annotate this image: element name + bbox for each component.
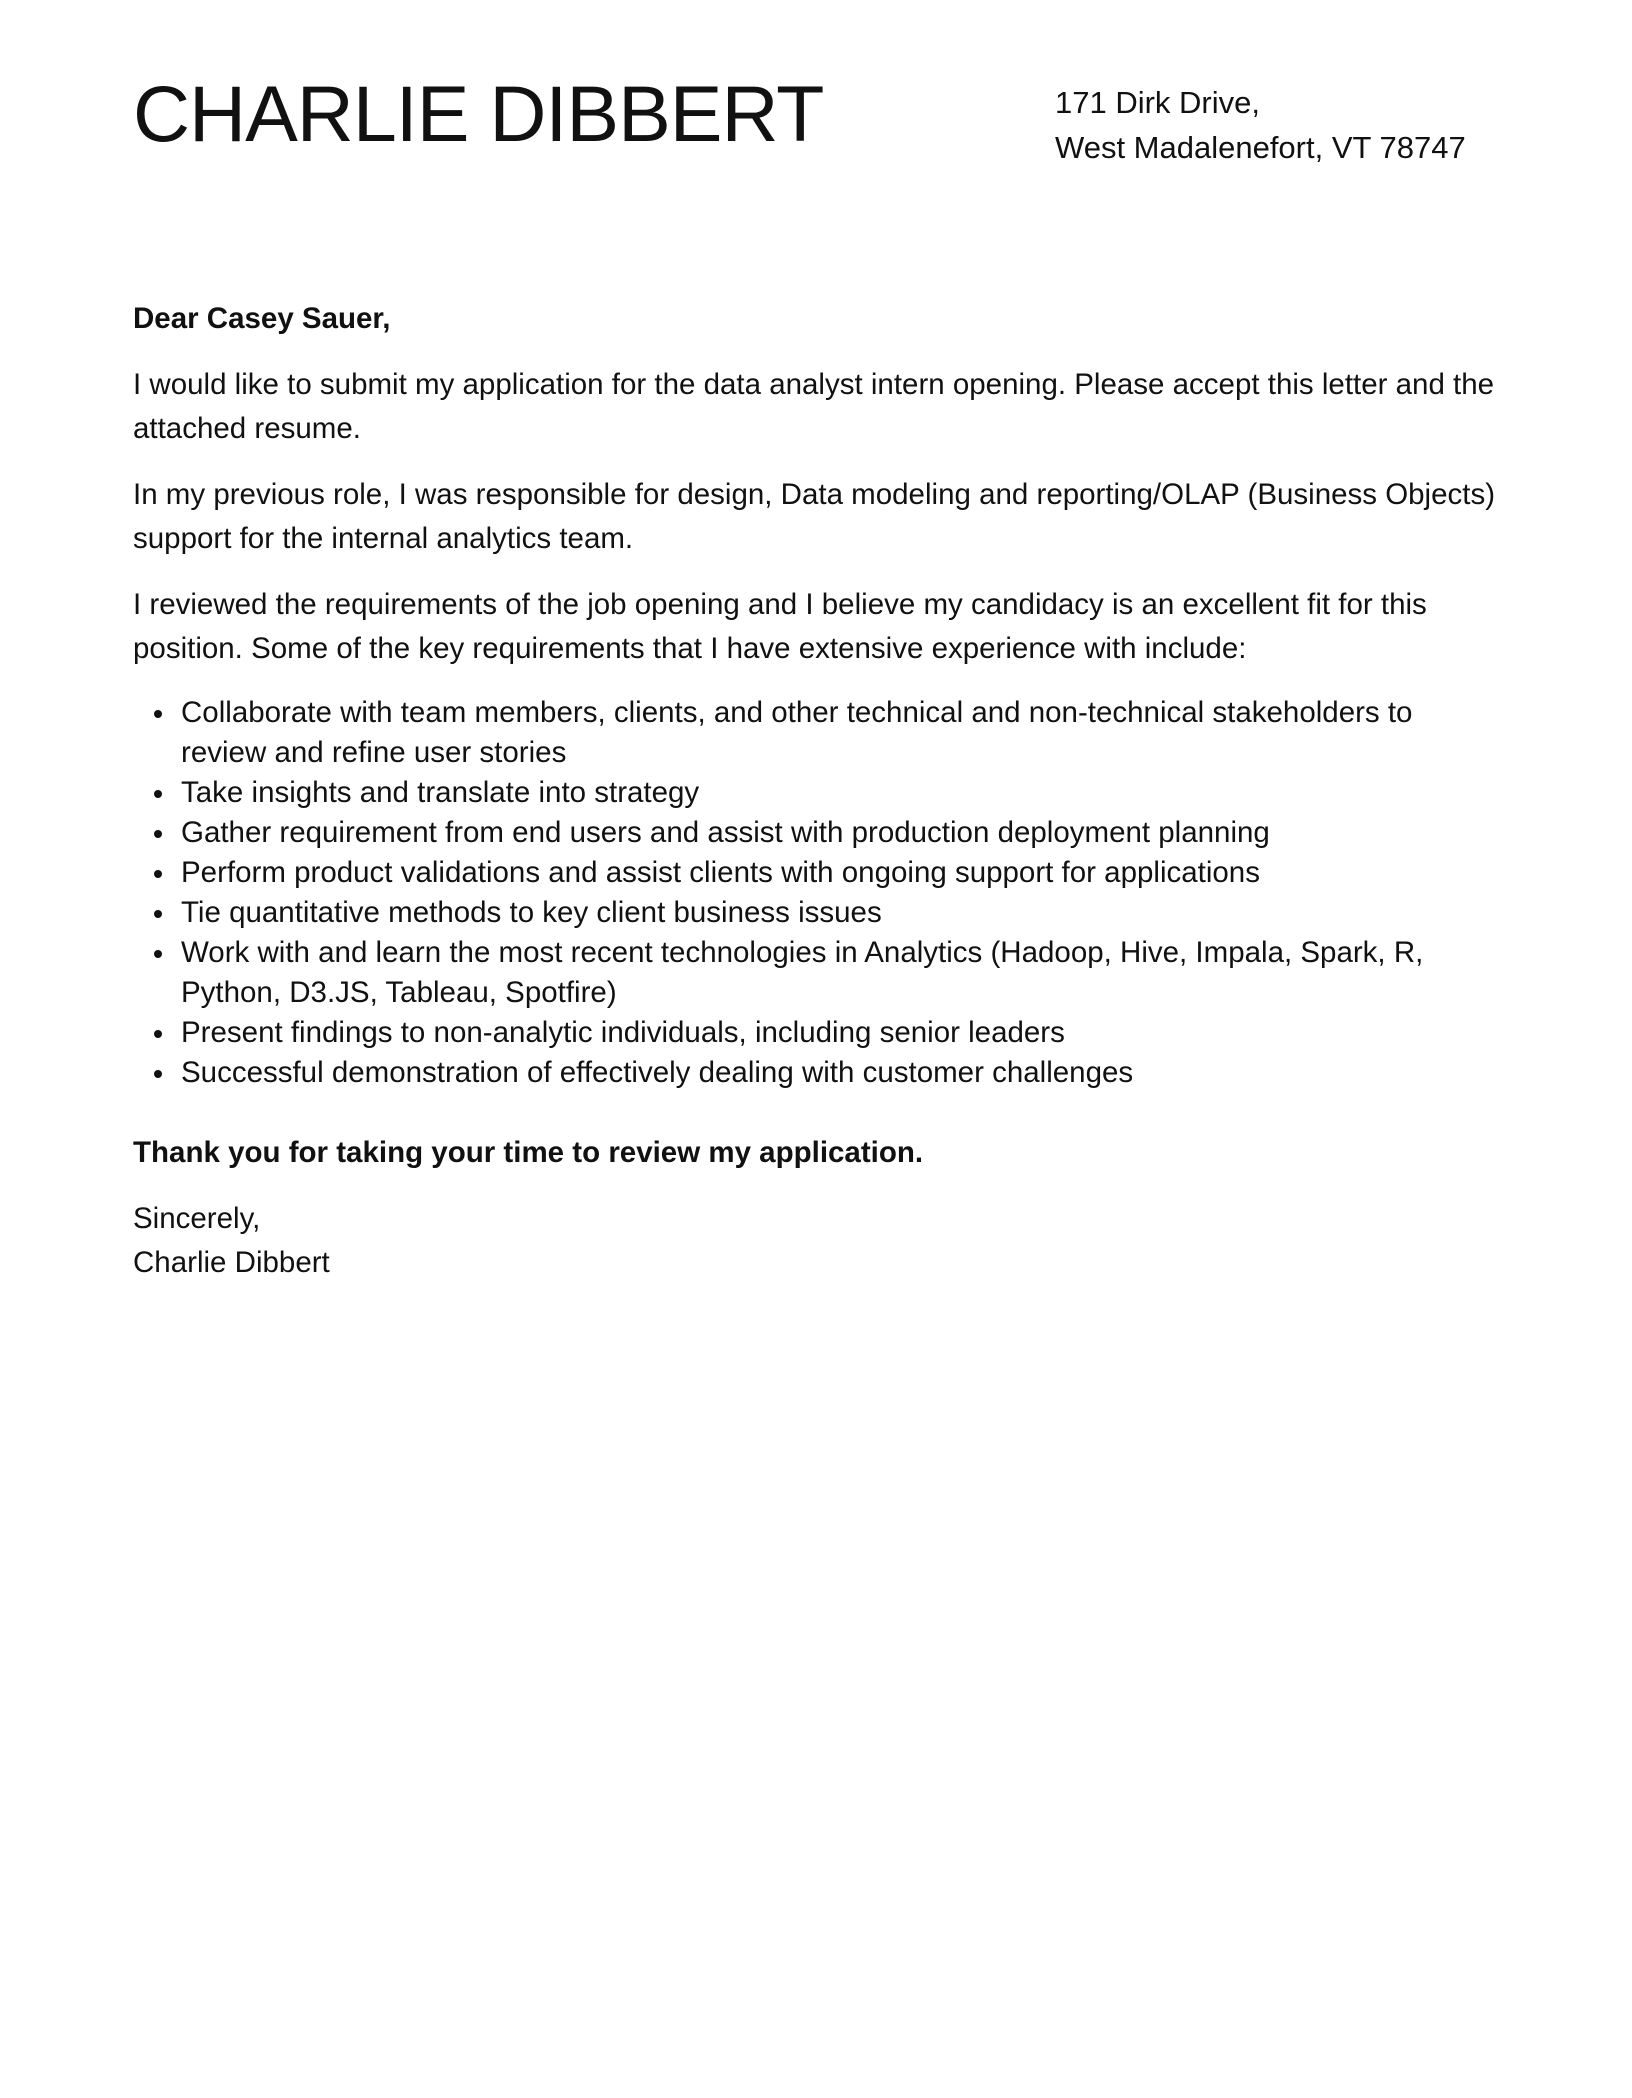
list-item [133, 1053, 1499, 1093]
signature-name: Charlie Dibbert [133, 1246, 330, 1279]
letter-body [133, 297, 1499, 1285]
list-item-text: Gather requirement from end users and assist with production deployment planning [181, 816, 1270, 849]
applicant-address [1055, 80, 1466, 170]
list-item [133, 893, 1499, 933]
paragraph-requirements-intro: I reviewed the requirements of the job opening and I believe my candidacy is an excellent fit for this position. Some of the key requirements that I have extensive experience with include: [133, 588, 1427, 665]
list-item [133, 933, 1499, 1013]
list-item [133, 813, 1499, 853]
bullet-icon [154, 1070, 162, 1078]
list-item-text: Perform product validations and assist clients with ongoing support for applications [181, 856, 1260, 889]
closing-statement: Thank you for taking your time to review my application. [133, 1136, 924, 1169]
address-line-2: West Madalenefort, VT 78747 [1055, 130, 1466, 165]
list-item-text: Successful demonstration of effectively dealing with customer challenges [181, 1056, 1134, 1089]
requirements-list [133, 693, 1499, 1093]
bullet-icon [154, 710, 162, 718]
letter-header [133, 70, 1499, 210]
list-item-text: Tie quantitative methods to key client business issues [181, 896, 882, 929]
address-line-1: 171 Dirk Drive, [1055, 85, 1260, 120]
bullet-icon [154, 790, 162, 798]
list-item [133, 853, 1499, 893]
salutation: Dear Casey Sauer, [133, 302, 391, 335]
paragraph-previous-role: In my previous role, I was responsible for design, Data modeling and reporting/OLAP (Business Objects) support for the internal analytics team. [133, 478, 1496, 555]
list-item [133, 1013, 1499, 1053]
list-item-text: Work with and learn the most recent technologies in Analytics (Hadoop, Hive, Impala, Spark, R, Python, D3.JS, Tableau, Spotfire) [181, 936, 1424, 1009]
bullet-icon [154, 950, 162, 958]
list-item-text: Take insights and translate into strategy [181, 776, 700, 809]
applicant-name: CHARLIE DIBBERT [133, 69, 824, 158]
bullet-icon [154, 1030, 162, 1038]
list-item [133, 693, 1499, 773]
bullet-icon [154, 910, 162, 918]
list-item [133, 773, 1499, 813]
list-item-text: Collaborate with team members, clients, and other technical and non-technical stakeholders to review and refine user stories [181, 696, 1413, 769]
bullet-icon [154, 830, 162, 838]
list-item-text: Present findings to non-analytic individuals, including senior leaders [181, 1016, 1065, 1049]
signoff-block [133, 1197, 1499, 1285]
paragraph-intro: I would like to submit my application for the data analyst intern opening. Please accept this letter and the attached resume. [133, 368, 1495, 445]
bullet-icon [154, 870, 162, 878]
signoff: Sincerely, [133, 1202, 261, 1235]
